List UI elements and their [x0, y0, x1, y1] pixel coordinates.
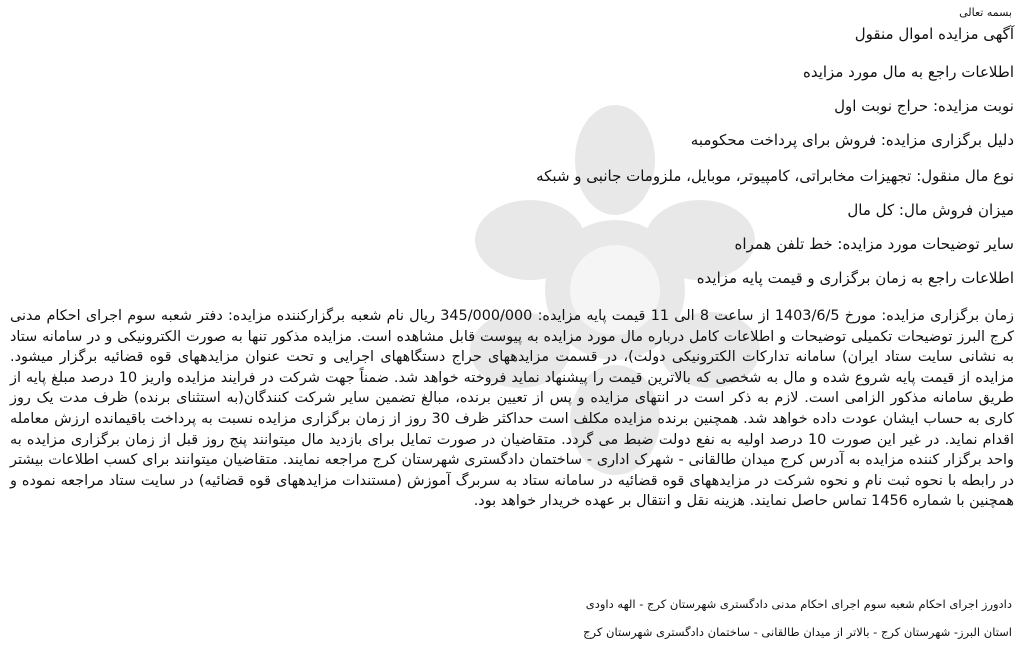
signature-line: دادورز اجرای احکام شعبه سوم اجرای احکام مدنی دادگستری شهرستان کرج - الهه داودی	[585, 597, 1012, 611]
sale-amount: میزان فروش مال: کل مال	[847, 201, 1014, 219]
property-type: نوع مال منقول: تجهیزات مخابراتی، کامپیوتر، موبایل، ملزومات جانبی و شبکه	[536, 167, 1014, 185]
basmala-text: بسمه تعالی	[959, 6, 1012, 19]
auction-reason: دلیل برگزاری مزایده: فروش برای پرداخت محکومبه	[690, 131, 1014, 149]
other-details: سایر توضیحات مورد مزایده: خط تلفن همراه	[734, 235, 1014, 253]
property-info-heading: اطلاعات راجع به مال مورد مزایده	[802, 63, 1014, 81]
auction-body-text: زمان برگزاری مزایده: مورخ 1403/6/5 از ساعت 8 الی 11 قیمت پایه مزایده: 345/000/000 ریال نام شعبه برگزارکننده مزایده: دفتر شعبه سوم اجرای احکام مدنی کرج البرز توضیحات تکمیلی توضیحات و اطلاعات کامل درباره مال مورد مزایده به پیوست قابل مشاهده است. مزایده مذکور تنها به صورت الکترونیکی و در سامانه ستاد به نشانی سایت ستاد ایران) سامانه تدارکات الکترونیکی دولت)، در قسمت مزایدههای حراج دستگاههای اجرایی و تحت عنوان مزایدههای قوه قضائیه برگزار میشود. مزایده از قیمت پایه شروع شده و مال به شخصی که بالاترین قیمت را پیشنهاد نماید فروخته خواهد شد. ضمناً جهت شرکت در فرایند مزایده واریز 10 درصد مبلغ پایه از طریق سامانه مذکور الزامی است. لازم به ذکر است در انتهای مزایده و پس از تعیین برنده، مبالغ تضمین سایر شرکت کنندگان(به استثنای برنده) ظرف مدت یک روز کاری به حساب ایشان عودت داده خواهد شد. همچنین برنده مزایده مکلف است حداکثر ظرف 30 روز از زمان برگزاری مزایده نسبت به پرداخت باقیمانده ارزش معامله اقدام نماید. در غیر این صورت 10 درصد اولیه به نفع دولت ضبط می گردد. متقاضیان در صورت تمایل برای بازدید مال میتوانند پنج روز قبل از زمان برگزاری مزایده به واحد برگزار کننده مزایده به آدرس کرج میدان طالقانی - شهرک اداری - ساختمان دادگستری شهرستان کرج مراجعه نمایند. متقاضیان میتوانند برای کسب اطلاعات بیشتر در رابطه با نحوه ثبت نام و نحوه شرکت در مزایدههای قوه قضائیه در سامانه ستاد به سربرگ آموزش (مستندات مزایدههای قوه قضائیه) در سایت ستاد مراجعه نموده و همچنین با شماره 1456 تماس حاصل نمایند. هزینه نقل و انتقال بر عهده خریدار خواهد بود.	[10, 308, 1015, 510]
notice-title: آگهی مزایده اموال منقول	[854, 25, 1014, 43]
address-line: استان البرز- شهرستان کرج - بالاتر از میدان طالقانی - ساختمان دادگستری شهرستان کرج	[583, 625, 1012, 639]
time-info-heading: اطلاعات راجع به زمان برگزاری و قیمت پایه مزایده	[696, 269, 1014, 287]
auction-round: نوبت مزایده: حراج نوبت اول	[834, 97, 1014, 115]
